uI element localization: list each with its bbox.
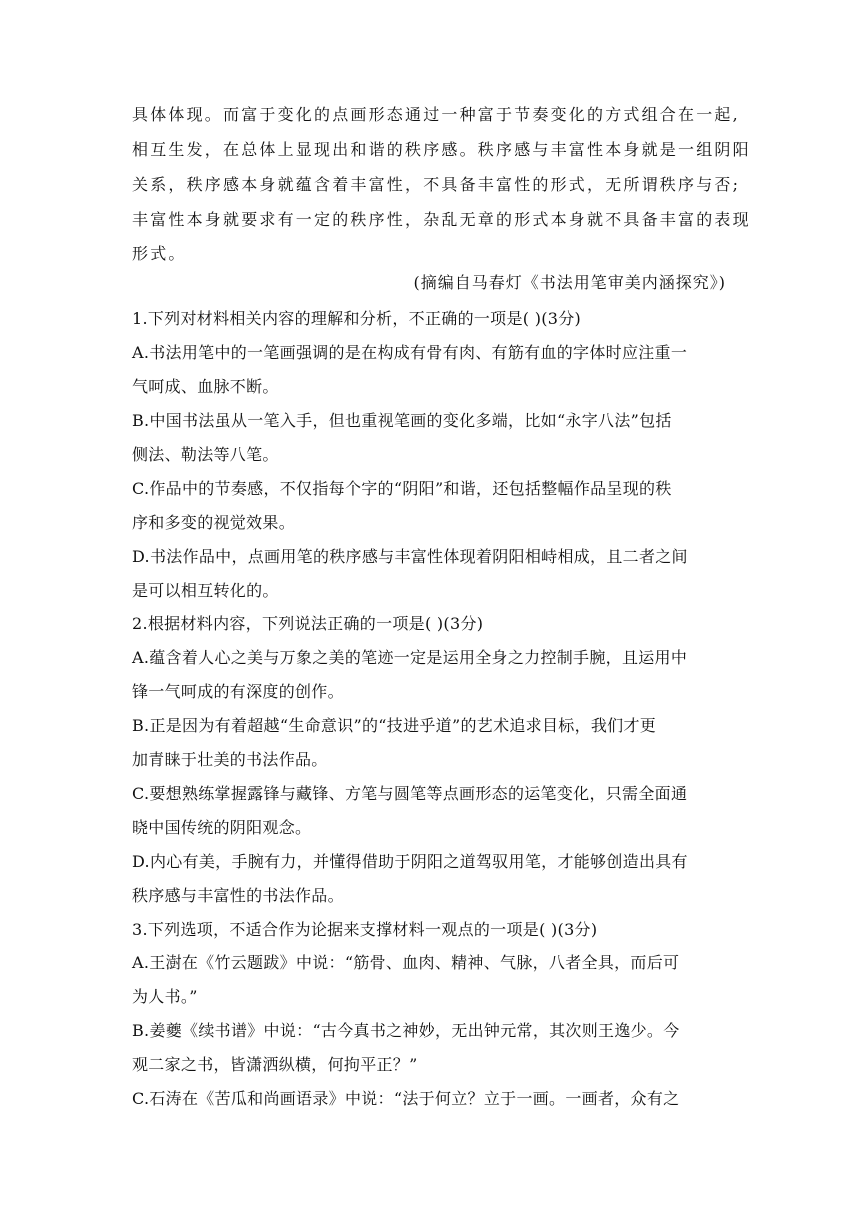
question-1-option-a: A.书法用笔中的一笔画强调的是在构成有骨有肉、有筋有血的字体时应注重一 (132, 343, 688, 362)
question-1-option-b: B.中国书法虽从一笔入手，但也重视笔画的变化多端，比如“永字八法”包括 (132, 411, 672, 430)
question-3-stem: 3.下列选项，不适合作为论据来支撑材料一观点的一项是( )(3分) (132, 920, 598, 939)
question-3-option-a-cont: 为人书。” (132, 987, 198, 1006)
question-2-option-d-cont: 秩序感与丰富性的书法作品。 (132, 886, 344, 905)
passage-line: 形式。 (132, 244, 187, 263)
question-1-option-d-cont: 是可以相互转化的。 (132, 581, 279, 600)
question-2-option-c-cont: 晓中国传统的阴阳观念。 (132, 818, 312, 837)
passage-line: 关系，秩序感本身就蕴含着丰富性，不具备丰富性的形式，无所谓秩序与否; (132, 175, 741, 194)
question-1-option-d: D.书法作品中，点画用笔的秩序感与丰富性体现着阴阳相峙相成，且二者之间 (132, 547, 688, 566)
question-2-option-b-cont: 加青睐于壮美的书法作品。 (132, 750, 328, 769)
passage-line: 具体体现。而富于变化的点画形态通过一种富于节奏变化的方式组合在一起, (132, 105, 740, 124)
question-2-option-b: B.正是因为有着超越“生命意识”的“技进乎道”的艺术追求目标，我们才更 (132, 716, 657, 735)
question-2-option-d: D.内心有美，手腕有力，并懂得借助于阴阳之道驾驭用笔，才能够创造出具有 (132, 852, 688, 871)
question-3-option-b-cont: 观二家之书，皆潇洒纵横，何拘平正？” (132, 1055, 418, 1074)
question-1-option-b-cont: 侧法、勒法等八笔。 (132, 445, 279, 464)
passage-line: 相互生发，在总体上显现出和谐的秩序感。秩序感与丰富性本身就是一组阴阳 (132, 140, 751, 159)
question-3-option-b: B.姜夔《续书谱》中说：“古今真书之神妙，无出钟元常，其次则王逸少。今 (132, 1021, 680, 1040)
question-2-option-a-cont: 锋一气呵成的有深度的创作。 (132, 682, 344, 701)
question-2-option-c: C.要想熟练掌握露锋与藏锋、方笔与圆笔等点画形态的运笔变化，只需全面通 (132, 784, 688, 803)
question-3-option-c: C.石涛在《苦瓜和尚画语录》中说：“法于何立？立于一画。一画者，众有之 (132, 1089, 680, 1108)
question-1-option-c: C.作品中的节奏感，不仅指每个字的“阴阳”和谐，还包括整幅作品呈现的秩 (132, 479, 672, 498)
passage-line: 丰富性本身就要求有一定的秩序性，杂乱无章的形式本身就不具备丰富的表现 (132, 210, 751, 229)
question-2-option-a: A.蕴含着人心之美与万象之美的笔迹一定是运用全身之力控制手腕，且运用中 (132, 648, 688, 667)
source-citation: (摘编自马春灯《书法用笔审美内涵探究》) (413, 273, 726, 292)
question-1-stem: 1.下列对材料相关内容的理解和分析，不正确的一项是( )(3分) (132, 309, 582, 328)
question-1-option-a-cont: 气呵成、血脉不断。 (132, 377, 279, 396)
question-1-option-c-cont: 序和多变的视觉效果。 (132, 513, 296, 532)
question-3-option-a: A.王澍在《竹云题跋》中说：“筋骨、血肉、精神、气脉，八者全具，而后可 (132, 953, 680, 972)
question-2-stem: 2.根据材料内容，下列说法正确的一项是( )(3分) (132, 614, 484, 633)
